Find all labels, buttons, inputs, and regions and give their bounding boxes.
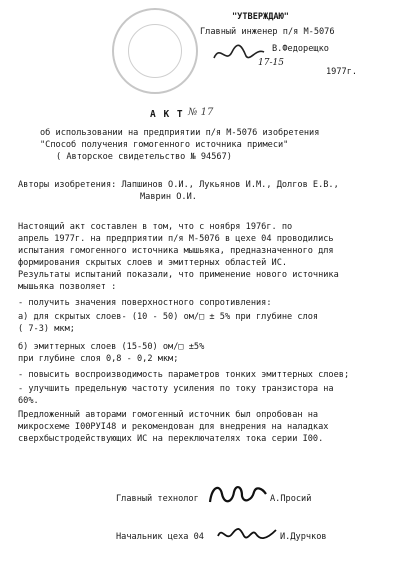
body-line: - повысить воспроизводимость параметров тонких эмиттерных слоев; [18,370,350,380]
body-line: 60%. [18,396,39,406]
tech-name: А.Просий [270,494,312,504]
body-line: сверхбыстродействующих ИС на переключателях тока серии I00. [18,434,324,444]
shop-name: И.Дурчков [280,532,327,542]
approval-year: 1977г. [326,67,358,77]
act-subject-line-1: об использовании на предприятии п/я М-5076 изобретения [40,128,320,138]
act-title: А К Т [150,109,184,120]
authors-line-2: Маврин О.И. [140,192,197,202]
act-number: № 17 [188,107,214,118]
body-line: апрель 1977г. на предприятии п/я М-5076 в цехе 04 проводились [18,234,334,244]
body-line: б) эмиттерных слоев (15-50) ом/□ ±5% [18,342,205,352]
round-seal-stamp [112,8,198,94]
approval-heading: "УТВЕРЖДАЮ" [232,12,289,22]
authors-line-1: Авторы изобретения: Лапшинов О.И., Лукьянов И.М., Долгов Е.В., [18,180,339,190]
body-line: микросхеме I00РУI48 и рекомендован для внедрения на наладках [18,422,329,432]
shop-title: Начальник цеха 04 [116,532,204,542]
shop-signature [216,522,278,546]
body-line: при глубине слоя 0,8 - 0,2 мкм; [18,354,179,364]
body-line: Настоящий акт составлен в том, что с ноября 1976г. по [18,222,293,232]
act-subject-line-2: "Способ получения гомогенного источника примеси" [40,140,289,150]
chief-engineer-name: В.Федорещко [272,44,329,54]
body-line: формирования скрытых слоев и эмиттерных областей ИС. [18,258,288,268]
body-line: Предложенный авторами гомогенный источник был опробован на [18,410,319,420]
signature-date: 17-15 [258,58,284,68]
chief-engineer-title: Главный инженер п/я М-5076 [200,27,335,37]
tech-signature [206,480,270,510]
body-line: а) для скрытых слоев- (10 - 50) ом/□ ± 5% при глубине слоя [18,312,319,322]
body-line: - получить значения поверхностного сопротивления: [18,298,272,308]
body-line: мышьяка позволяет : [18,282,117,292]
act-subject-line-3: ( Авторское свидетельство № 94567) [56,152,232,162]
body-line: ( 7-3) мкм; [18,324,75,334]
body-line: Результаты испытаний показали, что применение нового источника [18,270,339,280]
body-line: - улучшить предельную частоту усиления по току транзистора на [18,384,334,394]
body-line: испытания гомогенного источника мышьяка, предназначенного для [18,246,334,256]
tech-title: Главный технолог [116,494,199,504]
